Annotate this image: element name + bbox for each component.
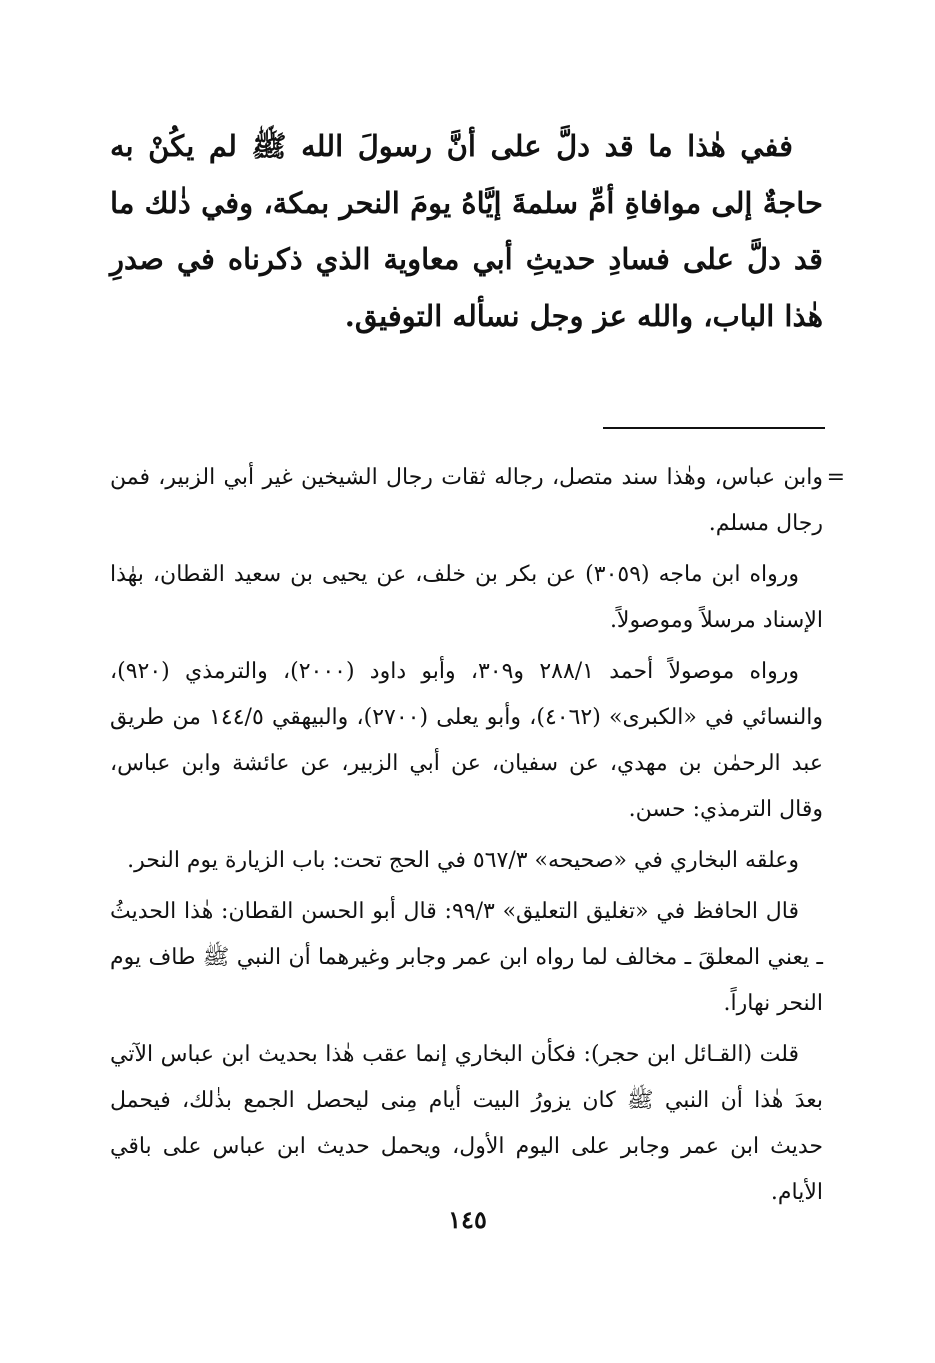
footnote-paragraph: ورواه ابن ماجه (٣٠٥٩) عن بكر بن خلف، عن يحيى بن سعيد القطان، بهٰذا الإسناد مرسلاً وموصولاً. — [110, 562, 823, 633]
footnotes-block — [110, 455, 845, 1221]
page-number: ١٤٥ — [448, 1205, 487, 1234]
footnote-continuation-mark: = — [826, 465, 845, 490]
footnote-paragraph: وابن عباس، وهٰذا سند متصل، رجاله ثقات رجال الشيخين غير أبي الزبير، فمن رجال مسلم. — [110, 465, 823, 536]
footnote-paragraph: ورواه موصولاً أحمد ٢٨٨/١ و٣٠٩، وأبو داود (٢٠٠٠)، والترمذي (٩٢٠)، والنسائي في «الكبرى» (٤٠٦٢)، وأبو يعلى (٢٧٠٠)، والبيهقي ١٤٤/٥ من طريق عبد الرحمٰن بن مهدي، عن سفيان، عن أبي الزبير، عن عائشة وابن عباس، وقال الترمذي: حسن. — [110, 659, 824, 822]
footnote-paragraph: قلت (القـائل ابن حجر): فكأن البخاري إنما عقب هٰذا بحديث ابن عباس الآتي بعدَ هٰذا أن النبي ﷺ كان يزورُ البيت أيام مِنى ليحصل الجمع بذٰلك، فيحمل حديث ابن عمر وجابر على اليوم الأول، ويحمل حديث ابن عباس على باقي الأيام. — [110, 1042, 823, 1205]
footnote-separator — [603, 427, 825, 429]
main-text-block — [110, 118, 823, 344]
main-paragraph: ففي هٰذا ما قد دلَّ على أنَّ رسولَ الله ﷺ لم يكُنْ به حاجةٌ إلى موافاةِ أمِّ سلمةَ إيَّاهُ يومَ النحر بمكة، وفي ذٰلك ما قد دلَّ على فسادِ حديثِ أبي معاوية الذي ذكرناه في صدرِ هٰذا الباب، والله عز وجل نسأله التوفيق. — [110, 129, 823, 333]
footnote-paragraph: قال الحافظ في «تغليق التعليق» ٩٩/٣: قال أبو الحسن القطان: هٰذا الحديثُ ـ يعني المعلقَ ـ مخالف لما رواه ابن عمر وجابر وغيرهما أن النبي ﷺ طاف يوم النحر نهاراً. — [110, 899, 823, 1016]
footnote-paragraph: وعلقه البخاري في «صحيحه» ٥٦٧/٣ في الحج تحت: باب الزيارة يوم النحر. — [127, 848, 799, 873]
